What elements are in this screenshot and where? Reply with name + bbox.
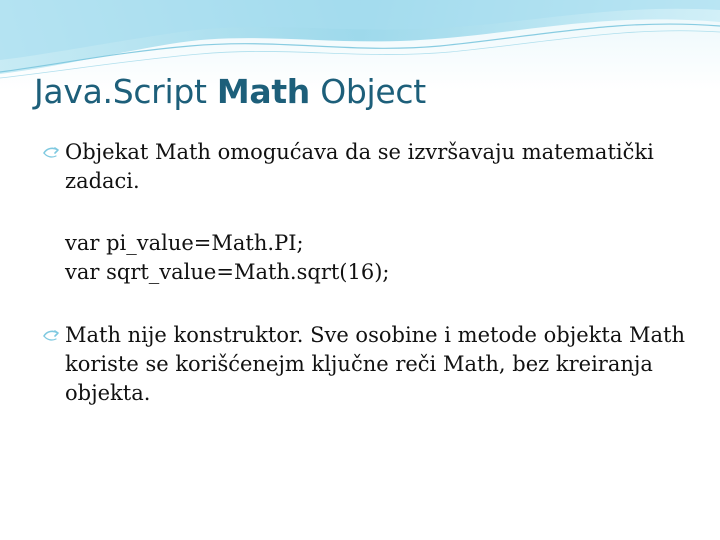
bullet-arrow-icon: [42, 328, 60, 344]
code-example: [42, 229, 692, 287]
bullet-arrow-icon: [42, 145, 60, 161]
title-emphasis: Math: [216, 72, 310, 111]
title-suffix: Object: [310, 72, 426, 111]
slide-title: [34, 72, 426, 111]
code-line-2: var sqrt_value=Math.sqrt(16);: [65, 260, 390, 284]
bullet-text-1: Objekat Math omogućava da se izvršavaju matematički zadaci.: [65, 140, 654, 193]
title-prefix: Java.Script: [34, 72, 217, 111]
bullet-item-2: [42, 321, 692, 408]
bullet-text-2: Math nije konstruktor. Sve osobine i metode objekta Math koriste se korišćenejm ključne reči Math, bez kreiranja objekta.: [65, 323, 686, 405]
slide-body: [42, 138, 692, 408]
spacer: [42, 196, 692, 229]
spacer: [42, 287, 692, 321]
bullet-item-1: [42, 138, 692, 196]
code-line-1: var pi_value=Math.PI;: [65, 231, 304, 255]
